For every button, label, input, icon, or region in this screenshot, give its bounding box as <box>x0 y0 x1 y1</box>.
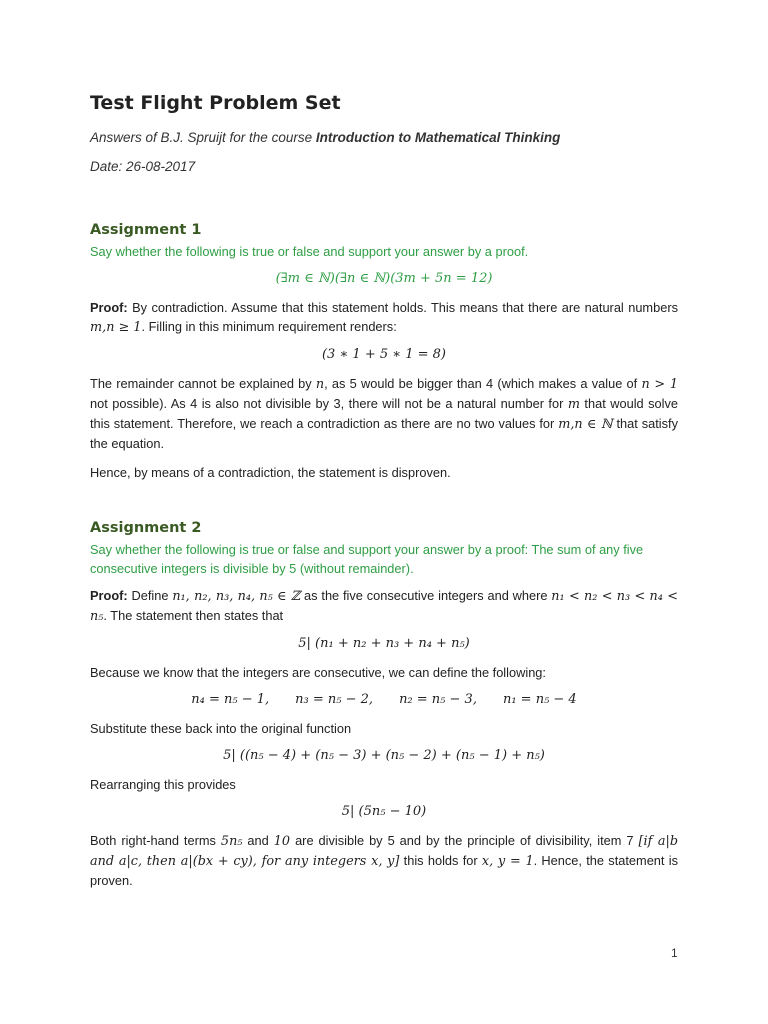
document-title: Test Flight Problem Set <box>90 92 341 114</box>
author-line-prefix: Answers of B.J. Spruijt for the course <box>90 130 316 145</box>
assignment-1-proof-intro: Proof: By contradiction. Assume that this statement holds. This means that there are natural numbers m,n ≥ 1. Filling in this minimum requirement renders: <box>90 300 678 335</box>
course-name: Introduction to Mathematical Thinking <box>315 130 561 145</box>
assignment-2-equation-1: 5| (n₁ + n₂ + n₃ + n₄ + n₅) <box>298 636 470 651</box>
document-date: Date: 26-08-2017 <box>90 159 196 174</box>
assignment-1-argument: The remainder cannot be explained by n, as 5 would be bigger than 4 (which makes a value of n > 1 not possible). As 4 is also not divisible by 3, there will not be a natural number for m that would solve this statement. Therefore, we reach a contradiction as there are no two values for m,n ∈ ℕ that satisfy the equation. <box>90 376 678 451</box>
author-line <box>90 130 678 145</box>
assignment-1-equation: (3 ∗ 1 + 5 ∗ 1 = 8) <box>321 347 446 362</box>
assignment-2-heading: Assignment 2 <box>90 520 202 536</box>
assignment-1-heading: Assignment 1 <box>90 222 202 238</box>
assignment-2-paragraph-3: Substitute these back into the original function <box>90 721 352 736</box>
assignment-2-equation-3: 5| ((n₅ − 4) + (n₅ − 3) + (n₅ − 2) + (n₅ − 1) + n₅) <box>223 748 545 763</box>
assignment-1-statement: (∃m ∈ ℕ)(∃n ∈ ℕ)(3m + 5n = 12) <box>275 271 493 286</box>
assignment-2-equation-4: 5| (5n₅ − 10) <box>341 804 427 819</box>
document-page <box>90 92 678 900</box>
proof-label: Proof: <box>90 588 128 603</box>
assignment-2-proof-intro: Proof: Define n₁, n₂, n₃, n₄, n₅ ∈ ℤ as the five consecutive integers and where n₁ < n₂ < n₃ < n₄ < n₅. The statement then states that <box>90 588 678 624</box>
proof-label: Proof: <box>90 300 128 315</box>
assignment-2-conclusion: Both right-hand terms 5n₅ and 10 are divisible by 5 and by the principle of divisibility, item 7 [if a|b and a|c, then a|(bx + cy), for any integers x, y] this holds for x, y = 1. Hence, the statement is proven. <box>90 833 679 888</box>
assignment-2-paragraph-4: Rearranging this provides <box>90 777 236 792</box>
assignment-1-task: Say whether the following is true or false and support your answer by a proof. <box>90 244 529 259</box>
assignment-1-conclusion: Hence, by means of a contradiction, the statement is disproven. <box>90 465 451 480</box>
page-number: 1 <box>671 946 678 960</box>
assignment-2-equation-2: n₄ = n₅ − 1, n₃ = n₅ − 2, n₂ = n₅ − 3, n₁ = n₅ − 4 <box>191 692 577 707</box>
assignment-2-task: Say whether the following is true or false and support your answer by a proof: The sum of any five consecutive integers is divisible by 5 (without remainder). <box>90 542 644 576</box>
assignment-2-paragraph-2: Because we know that the integers are consecutive, we can define the following: <box>90 665 546 680</box>
